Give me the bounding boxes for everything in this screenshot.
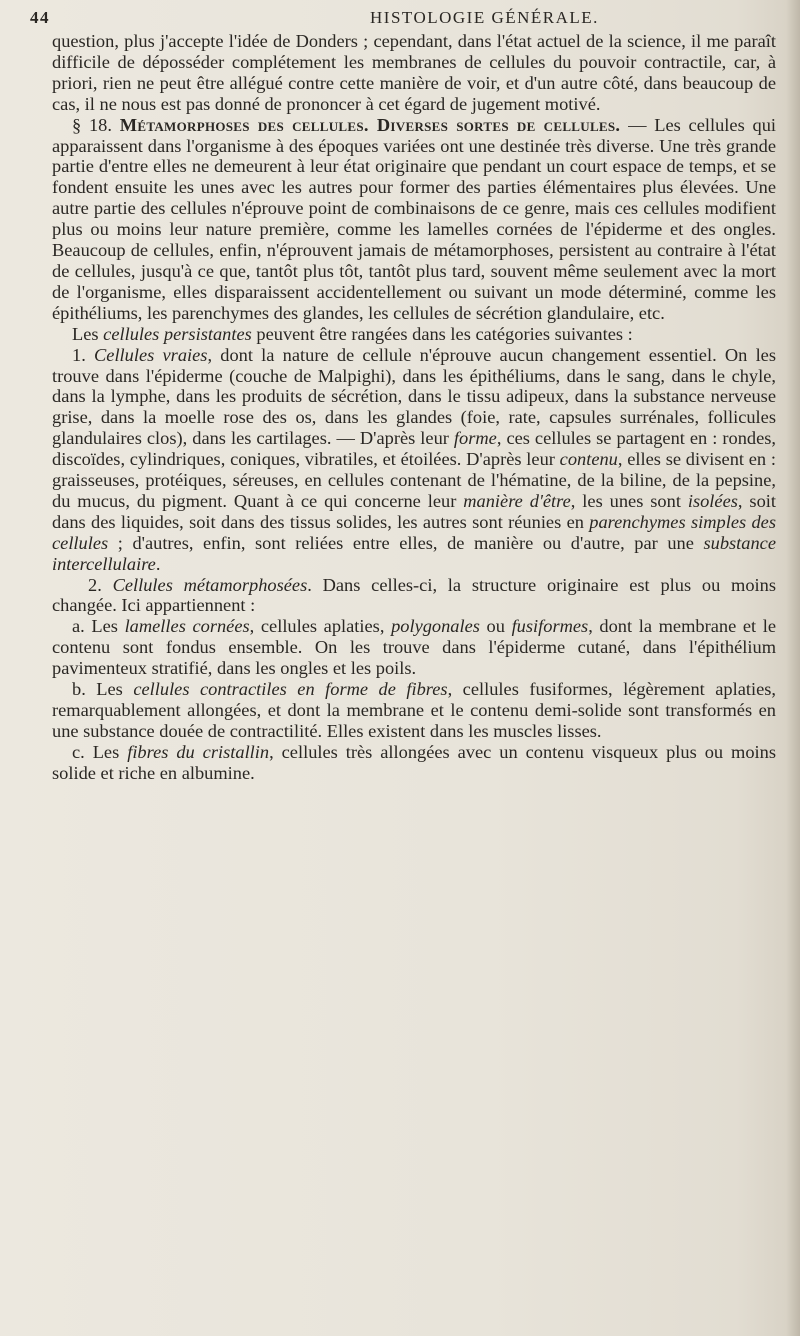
- text-run: ; d'autres, enfin, sont reliées entre elles, de manière ou d'autre, par une: [108, 532, 704, 553]
- text-run: ou: [479, 616, 512, 637]
- item-metamorphosed-cells: [52, 575, 776, 617]
- text-run: 2.: [88, 574, 113, 595]
- text-run: , cellules très allongées avec un contenu visqueux plus ou moins solide et riche en albumine.: [52, 741, 776, 783]
- italic-term: contenu: [559, 449, 618, 470]
- italic-term: manière d'être: [463, 490, 571, 511]
- running-head: HISTOLOGIE GÉNÉRALE.: [370, 8, 599, 27]
- italic-term: fibres du cristallin: [127, 741, 270, 762]
- section-18-paragraph: § 18. Métamorphoses des cellules. Diverses sortes de cellules. — Les cellules qui apparaissent dans l'organisme à des époques variées ont une destinée très diverse. Une très grande partie d'entre elles ne demeurent à leur état originaire que pendant un court espace de temps, et se fondent ensuite les unes avec les autres pour former des parties élémentaires plus élevées. Une autre partie des cellules n'éprouve point de combinaisons de ce genre, mais ces cellules modifient plus ou moins leur nature première, comme les lamelles cornées de l'épiderme et des ongles. Beaucoup de cellules, enfin, n'éprouvent jamais de métamorphoses, persistent au contraire à l'état de cellules, jusqu'à ce que, tantôt plus tôt, tantôt plus tard, souvent même seulement avec la mort de l'organisme, elles disparaissent accidentellement ou suivant un mode déterminé, comme les épithéliums, les parenchymes des glandes, les cellules de sécrétion glandulaire, etc.: [52, 114, 776, 323]
- paragraph-persistent-cells: Les cellules persistantes peuvent être rangées dans les catégories suivantes :: [72, 323, 633, 344]
- italic-term: polygonales: [391, 616, 480, 637]
- text-run: , les unes sont: [570, 490, 688, 511]
- item-c-lens-fibres: [52, 742, 776, 784]
- page-body: [52, 31, 776, 784]
- text-run: a. Les: [72, 616, 125, 637]
- page-number: 44: [30, 8, 50, 27]
- text-run: , dont la nature de cellule n'éprouve aucun changement essentiel. On les trouve dans l'épiderme (couche de Malpighi), dans les épithéliums, dans le sang, dans le chyle, dans la lymphe, dans les produits de sécrétion, dans le tissu adipeux, dans la substance nerveuse grise, dans la moelle rose des os, dans les glandes (foie, rate, capsules surrénales, follicules glandulaires clos), dans les cartilages. — D'après leur: [52, 344, 776, 449]
- italic-term: Cellules vraies: [94, 344, 208, 365]
- text-run: . Dans celles-ci, la structure originaire est plus ou moins changée. Ici appartiennent :: [52, 574, 777, 616]
- text-run: , soit dans des liquides, soit dans des tissus solides, les autres sont réunies en: [52, 490, 776, 532]
- paragraph-continuation: question, plus j'accepte l'idée de Donders ; cependant, dans l'état actuel de la science, il me paraît difficile de déposséder complétement les membranes de cellules du pouvoir contractile, car, à priori, rien ne peut être allégué contre cette manière de voir, et d'un autre côté, dans beaucoup de cas, il ne nous est pas donné de prononcer à cet égard de jugement motivé.: [52, 31, 776, 114]
- page-edge-shadow: [786, 0, 800, 1336]
- italic-term: Cellules métamorphosées: [112, 574, 308, 595]
- italic-term: forme: [453, 428, 497, 449]
- italic-term: lamelles cornées: [124, 616, 250, 637]
- text-run: , dont la membrane et le contenu sont fondus ensemble. On les trouve dans l'épiderme cutané, dans l'épithélium pavimenteux stratifié, dans les ongles et les poils.: [52, 616, 777, 679]
- italic-term: substance intercellulaire: [52, 532, 776, 574]
- item-a-horny-lamellae: [52, 616, 776, 679]
- text-run: , ces cellules se partagent en : rondes, discoïdes, cylindriques, coniques, vibratiles, et étoilées. D'après leur: [52, 428, 777, 470]
- italic-term: cellules contractiles en forme de fibres: [133, 679, 448, 700]
- text-run: , elles se divisent en : graisseuses, protéiques, séreuses, en cellules contenant de l'hématine, de la biline, de la pepsine, du mucus, du pigment. Quant à ce qui concerne leur: [52, 449, 776, 511]
- italic-term: parenchymes simples des cellules: [52, 511, 776, 553]
- italic-term: fusiformes: [511, 616, 589, 637]
- text-run: b. Les: [72, 679, 134, 700]
- section-heading: Métamorphoses des cellules. Diverses sortes de cellules.: [119, 114, 621, 135]
- item-b-contractile-cells: [52, 679, 776, 742]
- text-run: c. Les: [72, 741, 128, 762]
- text-run: .: [155, 553, 161, 574]
- text-run: 1.: [72, 344, 95, 365]
- text-run: , cellules aplaties,: [249, 616, 392, 637]
- section-number: § 18.: [72, 114, 112, 135]
- page-header: [30, 8, 770, 30]
- italic-term: isolées: [687, 490, 738, 511]
- item-true-cells: [52, 345, 776, 575]
- text-run: , cellules fusiformes, légèrement aplaties, remarquablement allongées, et dont la membrane et le contenu demi-solide sont transformés en une substance douée de contractilité. Elles existent dans les muscles lisses.: [52, 679, 777, 741]
